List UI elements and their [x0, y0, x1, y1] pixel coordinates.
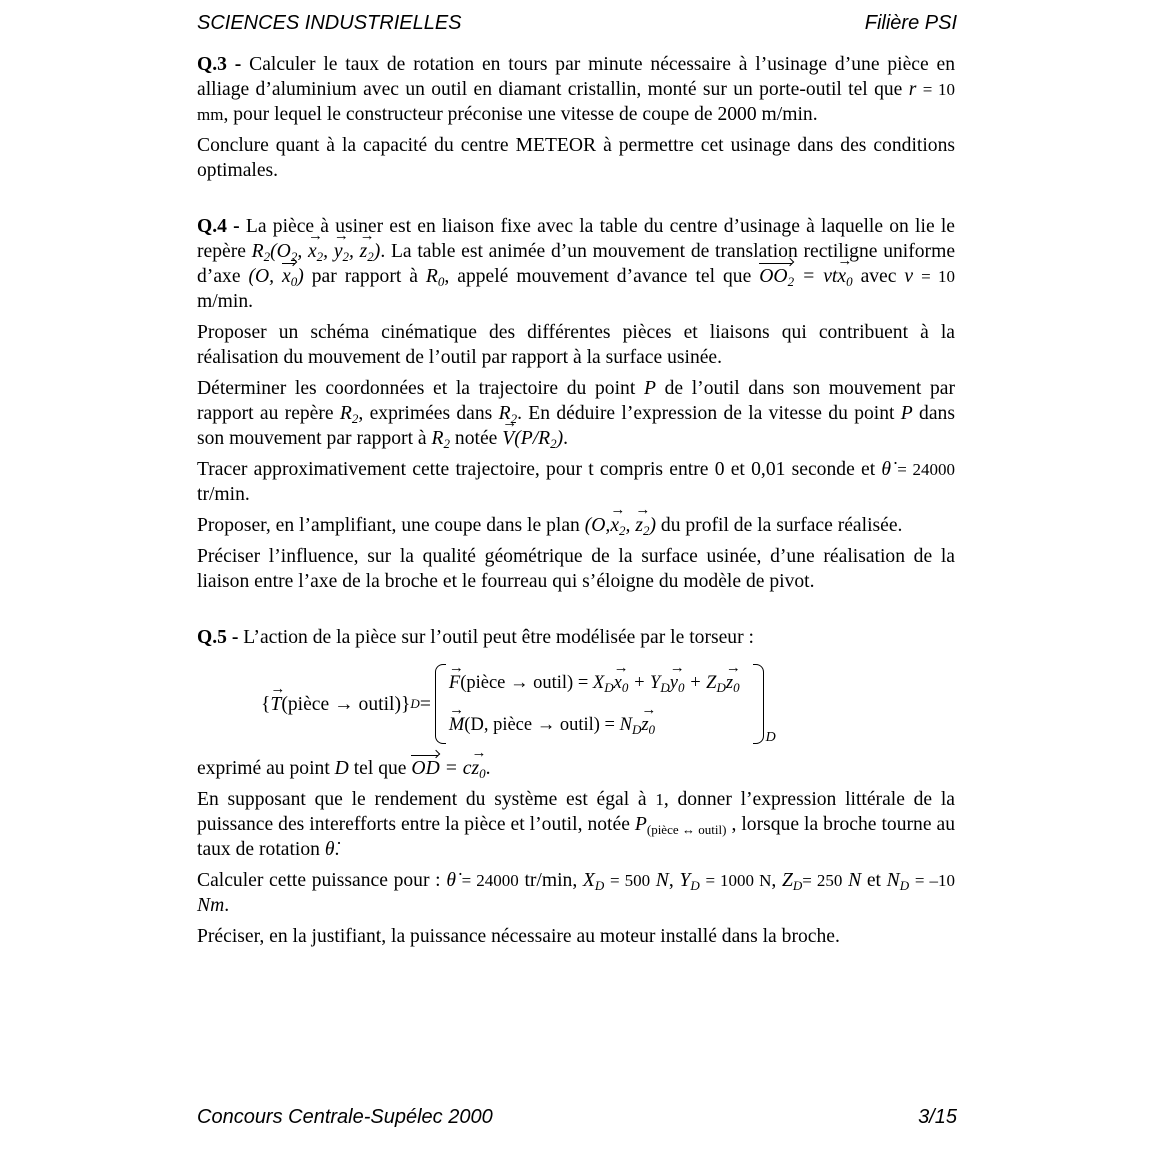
q4-paragraph-4: Tracer approximativement cette trajectoire, pour t compris entre 0 et 0,01 seconde et θ̇ = 24000 tr/min. [197, 459, 955, 505]
q4-paragraph-5: Proposer, en l’amplifiant, une coupe dans le plan ($O,\to x_2$, → $z_2$) du profil de la surface réalisée. [197, 513, 955, 538]
q4-paragraph-1: Q.4 - La pièce à usiner est en liaison fixe avec la table du centre d’usinage à laquelle on lie le repère $R_2(O_2$, → $x_2$, → $y_2$, → $z_2$). La table est animée d’un mouvement de translation rectiligne uniforme d’axe (O, $x_0$) par rapport à $R_0$, appelé mouvement d’avance tel que $OO_2 = vt\to x_0$ avec v = 10 m/min. [197, 214, 955, 314]
q4-paragraph-6: Préciser l’influence, sur la qualité géométrique de la surface usinée, d’une réalisation de la liaison entre l’axe de la broche et le fourreau qui s’éloigne du modèle de pivot. [197, 546, 955, 592]
header-track: Filière PSI [864, 12, 957, 34]
document-body [197, 52, 955, 955]
torseur-rhs [435, 662, 754, 746]
q3-label: Q.3 - [197, 54, 242, 75]
torseur-lhs: { → T (pièce → outil) } D = [261, 692, 431, 717]
q5-paragraph-1: exprimé au point D tel que OD = $c\to z_0$. [197, 756, 955, 781]
page-footer [197, 1106, 957, 1129]
q5-paragraph-3: Calculer cette puissance pour : θ̇ = 24000 tr/min, $X_D = 500$ N, $Y_D = 1000$ N, $Z_D= 250$ N et $N_D = -10$ Nm. [197, 870, 955, 916]
q3-paragraph-2: Conclure quant à la capacité du centre METEOR à permettre cet usinage dans des conditions optimales. [197, 135, 955, 181]
torseur-equation: { → T (pièce → outil) } D = → F (pièce → outil) = $X_D\to x_0 + Y_D\to y_0 + Z_D\to z_0$ → M (D, pièce → outil) = $N_D\to z_0$ D [261, 658, 955, 750]
q3-paragraph-1: Q.3 - Calculer le taux de rotation en tours par minute nécessaire à l’usinage d’une pièce en alliage d’aluminium avec un outil en diamant cristallin, monté sur un porte-outil tel que r = 10 mm, pour lequel le constructeur préconise une vitesse de coupe de 2000 m/min. [197, 54, 955, 125]
header-subject: SCIENCES INDUSTRIELLES [197, 12, 462, 34]
q4-label: Q.4 - [197, 216, 240, 237]
q4-paragraph-3: Déterminer les coordonnées et la trajectoire du point P de l’outil dans son mouvement par rapport au repère $R_2$, exprimées dans $R_2$. En déduire l’expression de la vitesse du point P dans son mouvement par rapport à $R_2$ notée → $V(P/R_2)$. [197, 376, 955, 451]
q5-paragraph-4: Préciser, en la justifiant, la puissance nécessaire au moteur installé dans la broche. [197, 926, 840, 947]
page-number: 3/15 [918, 1106, 957, 1128]
q4-paragraph-2: Proposer un schéma cinématique des différentes pièces et liaisons qui contribuent à la réalisation du mouvement de l’outil par rapport à la surface usinée. [197, 322, 955, 368]
footer-contest: Concours Centrale-Supélec 2000 [197, 1106, 493, 1128]
q5-paragraph-2: En supposant que le rendement du système est égal à 1, donner l’expression littérale de la puissance des interefforts entre la pièce et l’outil, notée $P_{(pièce \leftrightarrow outil)}$ , lorsque la broche tourne au taux de rotation θ̇. [197, 789, 955, 860]
q5-paragraph-intro: Q.5 - L’action de la pièce sur l’outil peut être modélisée par le torseur : [197, 627, 754, 648]
q5-label: Q.5 - [197, 627, 239, 648]
torseur-moment-line: → M (D, pièce → outil) = $N_D\to z_0$ [449, 704, 740, 746]
torseur-force-line: → F (pièce → outil) = $X_D\to x_0 + Y_D\to y_0 + Z_D\to z_0$ [449, 662, 740, 704]
page-header [197, 12, 957, 35]
